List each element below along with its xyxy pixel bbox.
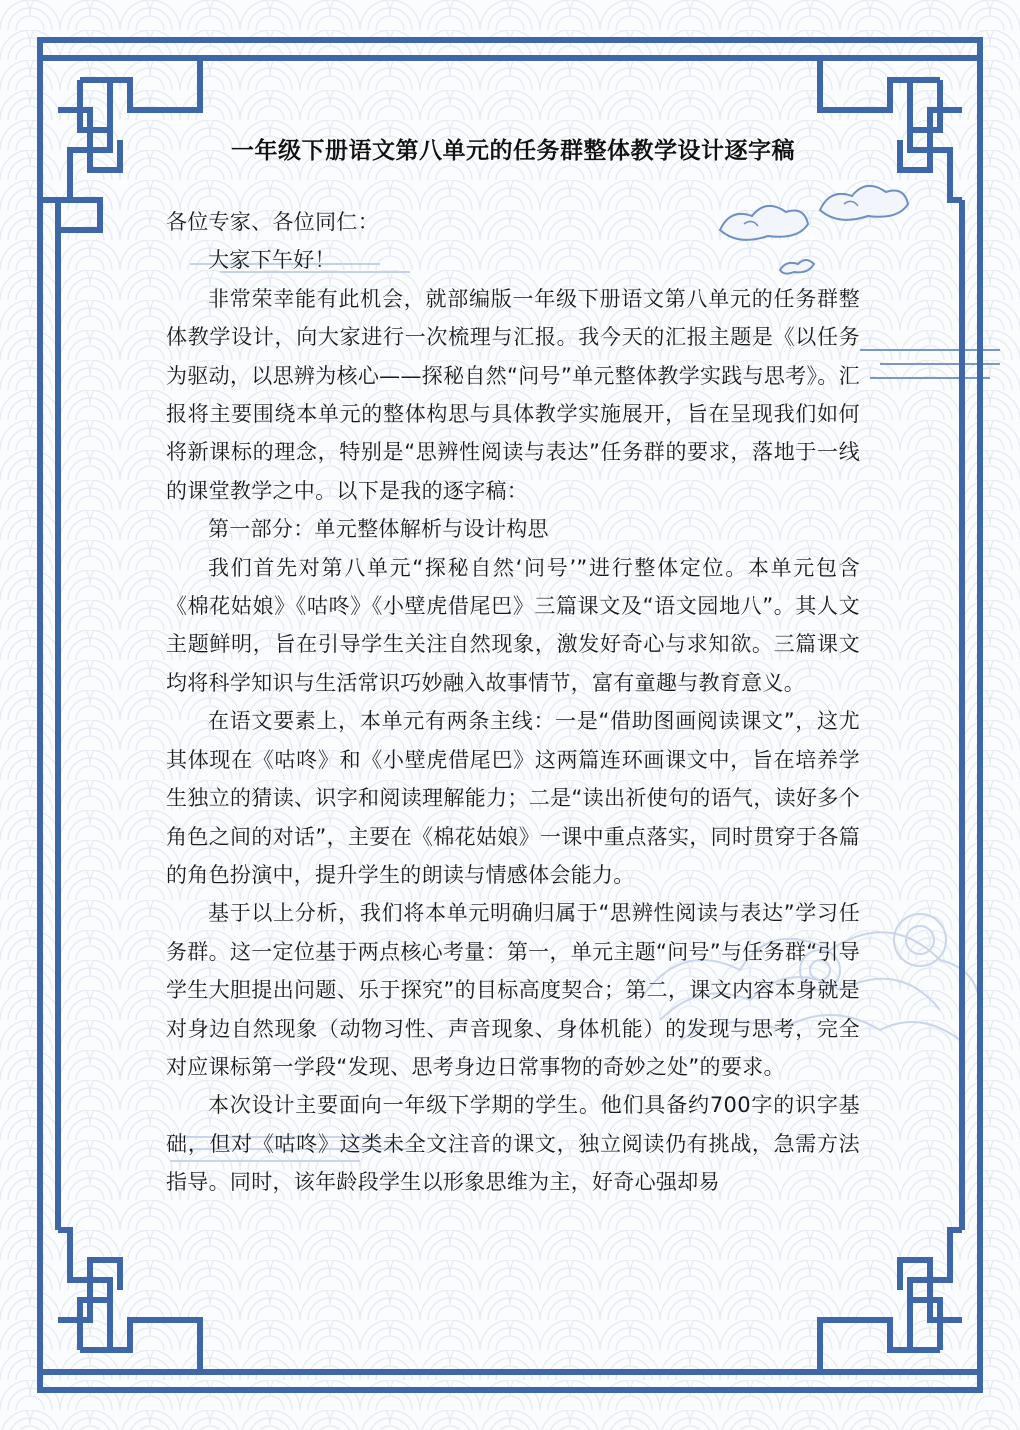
paragraph: 非常荣幸能有此机会，就部编版一年级下册语文第八单元的任务群整体教学设计，向大家进行一次梳理与汇报。我今天的汇报主题是《以任务为驱动，以思辨为核心——探秘自然“问号”单元整体教学实践与思考》。汇报将主要围绕本单元的整体构思与具体教学实施展开，旨在呈现我们如何将新课标的理念，特别是“思辨性阅读与表达”任务群的要求，落地于一线的课堂教学之中。以下是我的逐字稿： xyxy=(166,286,860,503)
greeting-line: 各位专家、各位同仁： xyxy=(166,210,379,234)
document-title: 一年级下册语文第八单元的任务群整体教学设计逐字稿 xyxy=(231,138,795,164)
document-body xyxy=(166,203,860,1202)
paragraph: 基于以上分析，我们将本单元明确归属于“思辨性阅读与表达”学习任务群。这一定位基于两点核心考量：第一，单元主题“问号”与任务群“引导学生大胆提出问题、乐于探究”的目标高度契合；第二，课文内容本身就是对身边自然现象（动物习性、声音现象、身体机能）的发现与思考，完全对应课标第一学段“发现、思考身边日常事物的奇妙之处”的要求。 xyxy=(166,901,860,1079)
document-content xyxy=(166,132,860,1202)
paragraph: 在语文要素上，本单元有两条主线：一是“借助图画阅读课文”，这尤其体现在《咕咚》和《小壁虎借尾巴》这两篇连环画课文中，旨在培养学生独立的猜读、识字和阅读理解能力；二是“读出祈使句的语气，读好多个角色之间的对话”，主要在《棉花姑娘》一课中重点落实，同时贯穿于各篇的角色扮演中，提升学生的朗读与情感体会能力。 xyxy=(166,709,860,887)
paragraph: 我们首先对第八单元“探秘自然‘问号’”进行整体定位。本单元包含《棉花姑娘》《咕咚》《小壁虎借尾巴》三篇课文及“语文园地八”。其人文主题鲜明，旨在引导学生关注自然现象，激发好奇心与求知欲。三篇课文均将科学知识与生活常识巧妙融入故事情节，富有童趣与教育意义。 xyxy=(166,555,860,695)
paragraph: 大家下午好！ xyxy=(208,248,336,273)
section-heading: 第一部分：单元整体解析与设计构思 xyxy=(208,517,549,542)
paragraph: 本次设计主要面向一年级下学期的学生。他们具备约700字的识字基础，但对《咕咚》这类未全文注音的课文，独立阅读仍有挑战，急需方法指导。同时，该年龄段学生以形象思维为主，好奇心强却易 xyxy=(166,1093,860,1195)
